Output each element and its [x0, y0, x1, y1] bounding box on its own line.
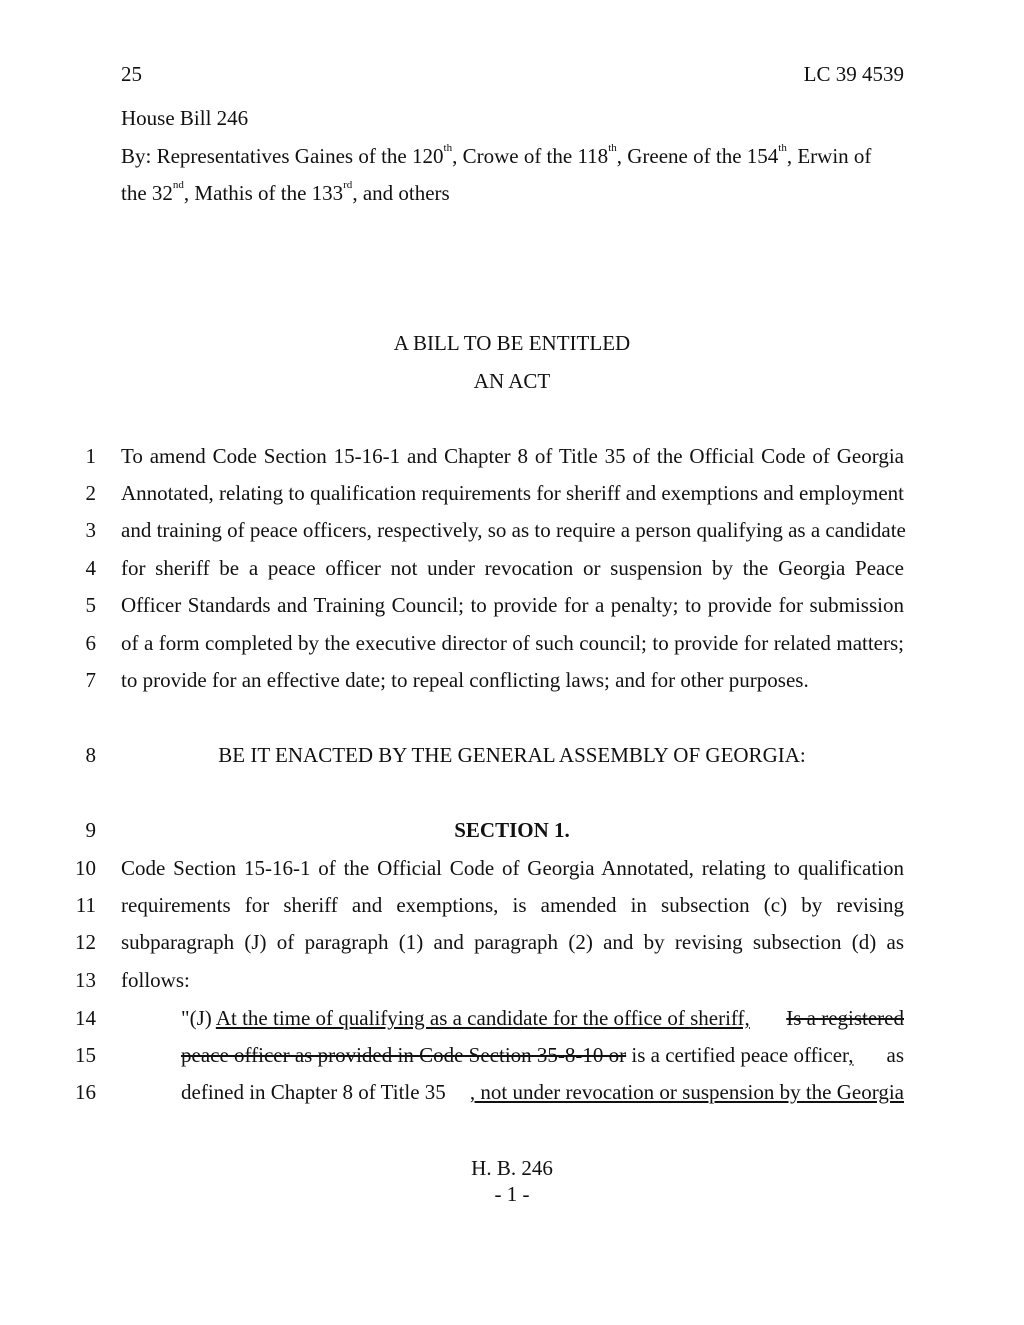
- caption-line: and training of peace officers, respectively, so as to require a person qualifying as a candidate: [121, 518, 906, 542]
- deleted-text: Is a registered: [786, 1006, 904, 1030]
- caption-line: Annotated, relating to qualification requirements for sheriff and exemptions and employment: [121, 481, 904, 505]
- caption-line: To amend Code Section 15-16-1 and Chapter 8 of Title 35 of the Official Code of Georgia: [121, 444, 904, 468]
- section-line: subparagraph (J) of paragraph (1) and paragraph (2) and by revising subsection (d) as: [121, 930, 904, 954]
- sponsors-line-1: By: Representatives Gaines of the 120th, Crowe of the 118th, Greene of the 154th, Erwin of: [121, 142, 872, 168]
- footer-page-number: - 1 -: [494, 1182, 530, 1206]
- sponsors-line-2: the 32nd, Mathis of the 133rd, and others: [121, 179, 450, 205]
- footer-bill-id: H. B. 246: [471, 1156, 553, 1180]
- line-number: 3: [85, 518, 96, 542]
- inserted-text: At the time of qualifying as a candidate for the office of sheriff,: [215, 1006, 750, 1030]
- bill-title: House Bill 246: [121, 106, 249, 130]
- line-number: 9: [85, 818, 96, 842]
- line-number: 13: [75, 968, 96, 992]
- line-number: 1: [85, 444, 96, 468]
- amendment-line-14: "(J) At the time of qualifying as a candidate for the office of sheriff, Is a registered: [181, 1006, 904, 1030]
- line-number: 4: [85, 556, 96, 580]
- heading-bill-entitled: A BILL TO BE ENTITLED: [393, 331, 631, 355]
- line-number: 16: [75, 1080, 96, 1104]
- section-line: requirements for sheriff and exemptions, is amended in subsection (c) by revising: [121, 893, 904, 917]
- page-number-top: 25: [121, 62, 142, 86]
- caption-line: for sheriff be a peace officer not under revocation or suspension by the Georgia Peace: [121, 556, 904, 580]
- line-number: 12: [75, 930, 96, 954]
- caption-line: of a form completed by the executive director of such council; to provide for related matters;: [121, 631, 904, 655]
- inserted-text: , not under revocation or suspension by the Georgia: [469, 1080, 904, 1104]
- line-number: 5: [85, 593, 96, 617]
- line-number: 14: [75, 1006, 96, 1030]
- lc-code: LC 39 4539: [803, 62, 904, 86]
- amendment-line-15: peace officer as provided in Code Section 35-8-10 or is a certified peace officer, as: [181, 1043, 904, 1067]
- caption-line: to provide for an effective date; to repeal conflicting laws; and for other purposes.: [121, 668, 809, 692]
- caption-line: Officer Standards and Training Council; to provide for a penalty; to provide for submission: [121, 593, 904, 617]
- section-line: follows:: [121, 968, 190, 992]
- section-line: Code Section 15-16-1 of the Official Code of Georgia Annotated, relating to qualification: [121, 856, 904, 880]
- deleted-text: peace officer as provided in Code Section 35-8-10 or: [181, 1043, 627, 1067]
- enacting-clause: BE IT ENACTED BY THE GENERAL ASSEMBLY OF GEORGIA:: [218, 743, 806, 767]
- inserted-text: ,: [848, 1043, 854, 1067]
- line-number: 11: [75, 893, 96, 917]
- line-number: 10: [75, 856, 96, 880]
- amendment-line-16: defined in Chapter 8 of Title 35 , not under revocation or suspension by the Georgia: [181, 1080, 904, 1104]
- line-number: 8: [85, 743, 96, 767]
- line-number: 6: [85, 631, 96, 655]
- heading-an-act: AN ACT: [473, 369, 551, 393]
- line-number: 2: [85, 481, 96, 505]
- line-number: 7: [85, 668, 96, 692]
- line-number: 15: [75, 1043, 96, 1067]
- section-title: SECTION 1.: [454, 818, 570, 842]
